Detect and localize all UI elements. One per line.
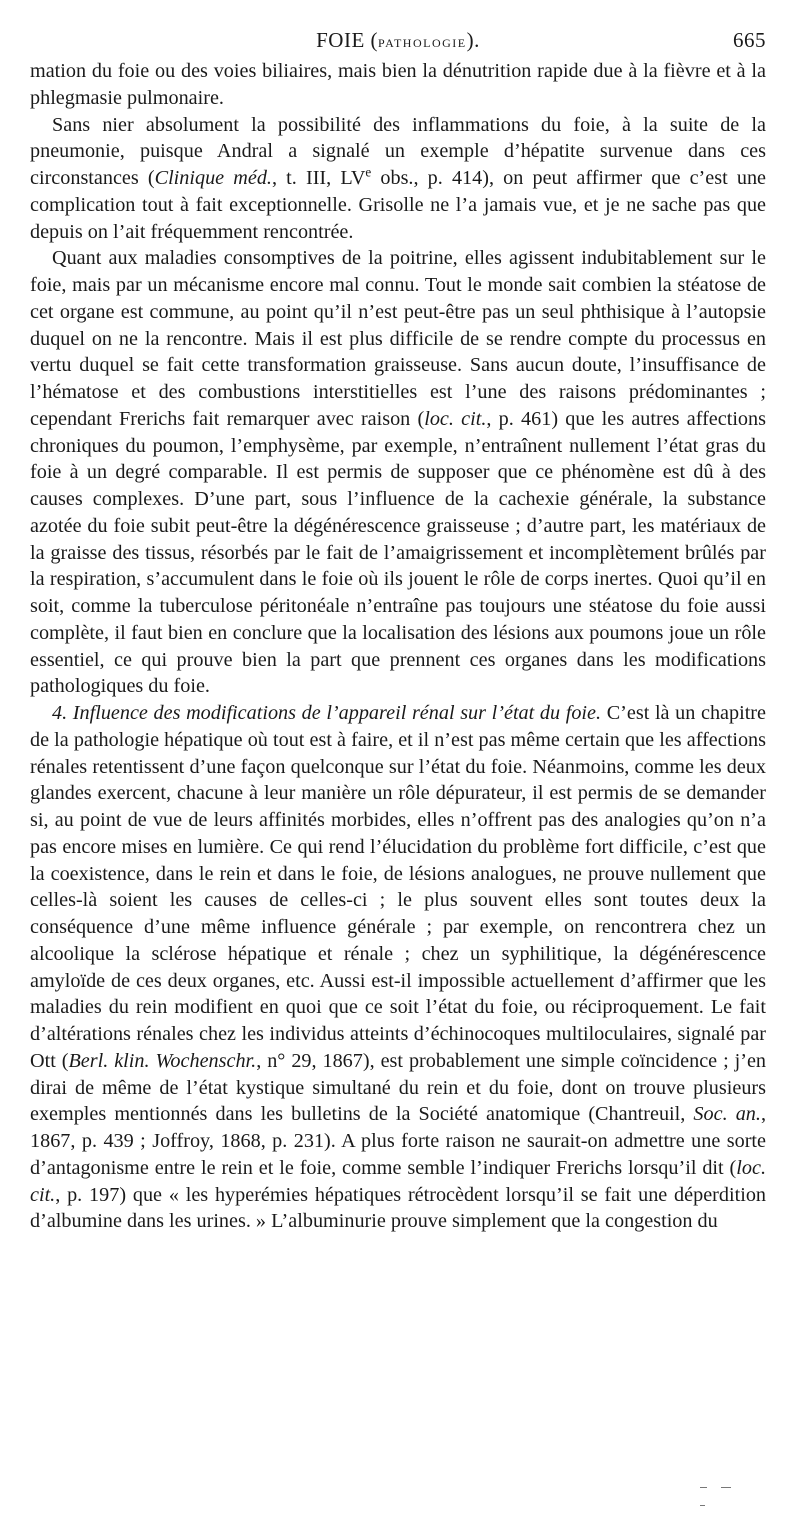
- paragraph-p1: [30, 58, 766, 112]
- italic-segment: Clinique méd.: [154, 167, 272, 189]
- text-segment: Quant aux maladies consomptives de la poitrine, elles agissent indubitablement sur le foie, mais par un mécanisme encore mal connu. Tout le monde sait combien la stéatose de cet organe est commune, au point qu’il n’est peut-être pas un seul phthisique à l’autopsie duquel on ne la rencontre. Mais il est plus difficile de se rendre compte du processus en vertu duquel se fait cette transformation graisseuse. Sans aucun doute, l’insuffisance de l’hématose et des combustions interstitielles est l’une des raisons prédominantes ; cependant Frerichs fait remarquer avec raison (: [30, 247, 766, 430]
- text-segment: , p. 461) que les autres affections chroniques du poumon, l’emphysème, par exemple, n’entraînent nullement l’état gras du foie à un degré comparable. Il est permis de supposer que ce phénomène est dû à des causes complexes. D’une part, sous l’influence de la cachexie générale, la substance azotée du foie subit peut-être la dégénérescence graisseuse ; d’autre part, les matériaux de la graisse des tissus, résorbés par le fait de l’amaigrissement et incomplètement brûlés par la respiration, s’accumulent dans le foie où ils jouent le rôle de corps inertes. Quoi qu’il en soit, comme la tuberculose péritonéale n’entraîne pas toujours une stéatose du foie aussi complète, il faut bien en conclure que la localisation des lésions aux poumons joue un rôle essentiel, ce qui prouve bien la part que prennent ces organes dans les modifications pathologiques du foie.: [30, 407, 766, 698]
- paragraph-p2: [30, 112, 766, 246]
- italic-segment: Berl. klin. Wochenschr.: [68, 1049, 257, 1072]
- running-title-main: FOIE (: [316, 28, 379, 52]
- running-title-sub: pathologie: [378, 32, 467, 51]
- footer-mark: [721, 1487, 731, 1488]
- text-segment: , 1867, p. 439 ; Joffroy, 1868, p. 231). A plus forte raison ne saurait-on admettre une sorte d’antagonisme entre le rein et le foie, comme semble l’indiquer Frerichs lorsqu’il dit (: [30, 1103, 766, 1179]
- running-title: [30, 28, 766, 53]
- italic-segment: Soc. an.: [693, 1103, 761, 1126]
- text-segment: mation du foie ou des voies biliaires, mais bien la dénutrition rapide due à la fièvre et à la phlegmasie pulmonaire.: [30, 60, 766, 109]
- body-text: [30, 58, 766, 1235]
- paragraph-p3: [30, 245, 766, 700]
- footer-marks: [700, 1478, 760, 1482]
- text-segment: , n° 29, 1867), est probablement une simple coïncidence ; j’en dirai de même de l’état kystique simultané du rein et du foie, dont on trouve plusieurs exemples mentionnés dans les bulletins de la Société anatomique (Chantreuil,: [30, 1049, 767, 1126]
- text-segment: e: [365, 164, 372, 180]
- paragraph-p4: [30, 700, 766, 1235]
- running-title-close: ).: [466, 28, 480, 52]
- footer-mark: [700, 1487, 707, 1488]
- page: [30, 28, 766, 1235]
- italic-segment: 4. Influence des modifications de l’appareil rénal sur l’état du foie.: [52, 702, 602, 724]
- text-segment: Sans nier absolument la possibilité des inflammations du foie, à la suite de la pneumonie, puisque Andral a signalé un exemple d’hépatite survenue dans ces circonstances (: [30, 113, 766, 189]
- text-segment: , t. III, LV: [271, 167, 366, 189]
- page-number: 665: [733, 28, 766, 52]
- text-segment: obs., p. 414), on peut affirmer que c’est une complication tout à fait exceptionnelle. Grisolle ne l’a jamais vue, et je ne sache pas que depuis on l’ait fréquemment rencontrée.: [30, 167, 766, 243]
- running-head: [30, 28, 766, 58]
- footer-mark: [700, 1505, 705, 1506]
- italic-segment: loc. cit.: [30, 1156, 766, 1206]
- text-segment: C’est là un chapitre de la pathologie hépatique où tout est à faire, et il n’est pas même certain que les affections rénales retentissent d’une façon quelconque sur l’état du foie. Néanmoins, comme les deux glandes exercent, chacune à leur manière un rôle dépurateur, il est permis de se demander si, au point de vue de leurs affinités morbides, elles n’offrent pas des analogies qu’on n’a pas encore mises en lumière. Ce qui rend l’élucidation du problème fort difficile, c’est que la coexistence, dans le rein et dans le foie, de lésions analogues, ne prouve nullement que celles-là soient les causes de celles-ci ; le plus souvent elles sont toutes deux la conséquence d’une même influence générale ; par exemple, on rencontrera chez un alcoolique la sclérose hépatique et rénale ; chez un syphilitique, la dégénérescence amyloïde de ces deux organes, etc. Aussi est-il impossible actuellement d’affirmer que les maladies du rein modifient en quoi que ce soit l’état du foie, ou réciproquement. Le fait d’altérations rénales chez les individus atteints d’échinocoques multiloculaires, signalé par Ott (: [30, 702, 766, 1072]
- italic-segment: loc. cit.: [424, 407, 487, 430]
- text-segment: , p. 197) que « les hyperémies hépatiques rétrocèdent lorsqu’il se fait une déperdition d’albumine dans les urines. » L’albuminurie prouve simplement que la congestion du: [30, 1183, 766, 1233]
